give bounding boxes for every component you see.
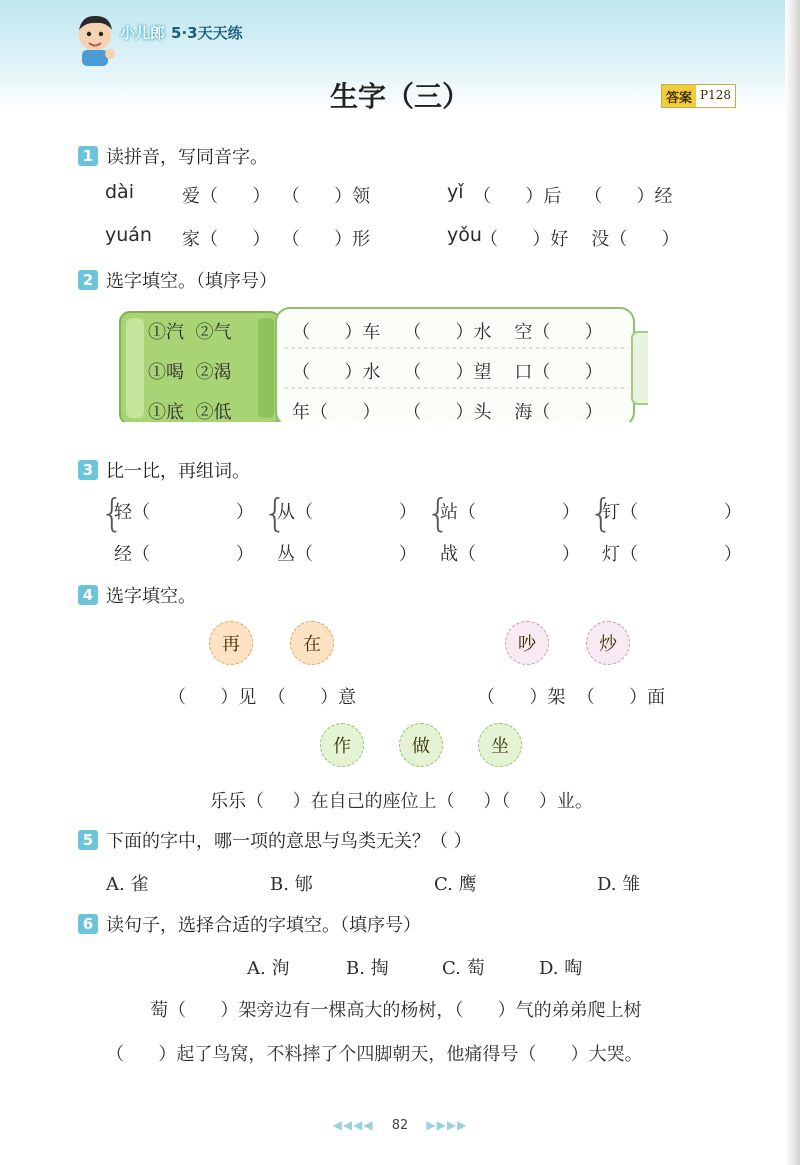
brace: {: [426, 491, 451, 535]
fill-blank-text[interactable]: 爱（ ） （ ）领: [182, 186, 371, 207]
question-number: 3: [78, 460, 98, 480]
choice-option[interactable]: D. 雏: [597, 874, 641, 895]
fill-blank-text[interactable]: 灯（ ）: [602, 544, 742, 565]
choice-option[interactable]: A. 洵: [247, 958, 290, 979]
fill-blank-text[interactable]: （ ）车 （ ）水 空（ ）: [292, 322, 603, 343]
question-number: 2: [78, 270, 98, 290]
question-number: 5: [78, 830, 98, 850]
brace: {: [263, 491, 288, 535]
pinyin: yǐ: [447, 181, 464, 203]
char-option: 坐: [478, 723, 522, 767]
char-option: 炒: [586, 621, 630, 665]
char-option: 吵: [505, 621, 549, 665]
page-number: 82: [391, 1118, 409, 1133]
fill-blank-text[interactable]: 钉（ ）: [602, 502, 742, 523]
left-arrows-icon: ◀◀◀◀: [332, 1118, 374, 1132]
fill-blank-text[interactable]: 轻（ ）: [114, 502, 254, 523]
choice-option[interactable]: B. 郇: [270, 874, 313, 895]
question-number: 4: [78, 585, 98, 605]
page-title: 生字（三）: [329, 80, 470, 113]
question-prompt: 选字填空。: [106, 586, 196, 607]
char-option: 再: [209, 621, 253, 665]
right-arrows-icon: ▶▶▶▶: [426, 1118, 468, 1132]
fill-blank-text[interactable]: （ ）水 （ ）望 口（ ）: [292, 362, 603, 383]
fill-blank-text[interactable]: （ ）后 （ ）经: [473, 186, 673, 207]
choice-option[interactable]: A. 雀: [106, 874, 149, 895]
fill-blank-text[interactable]: （ ）架 （ ）面: [477, 687, 666, 708]
question-number: 1: [78, 146, 98, 166]
char-option: 作: [320, 723, 364, 767]
question-prompt: 比一比，再组词。: [106, 461, 250, 482]
fill-blank-text[interactable]: 萄（ ）架旁边有一棵高大的杨树，（ ）气的弟弟爬上树: [150, 1000, 642, 1021]
brand-title: 小儿郎 5·3天天练: [120, 24, 243, 42]
fill-blank-text[interactable]: 战（ ）: [440, 544, 580, 565]
brace: {: [100, 491, 125, 535]
fill-blank-text[interactable]: （ ）见 （ ）意: [168, 687, 357, 708]
char-option: 在: [290, 621, 334, 665]
brace: {: [589, 491, 614, 535]
fill-blank-text[interactable]: 站（ ）: [440, 502, 580, 523]
choice-option[interactable]: C. 鹰: [434, 874, 477, 895]
question-prompt: 读句子，选择合适的字填空。（填序号）: [106, 915, 421, 936]
fill-blank-text[interactable]: （ ）好 没（ ）: [480, 229, 680, 250]
pinyin: yǒu: [447, 224, 482, 246]
question-prompt: 下面的字中，哪一项的意思与鸟类无关？（ ）: [106, 831, 472, 852]
fill-blank-text[interactable]: 乐乐（ ）在自己的座位上（ ）（ ）业。: [210, 791, 593, 812]
choice-option[interactable]: D. 啕: [539, 958, 583, 979]
question-number: 6: [78, 914, 98, 934]
fill-blank-text[interactable]: 从（ ）: [277, 502, 417, 523]
option-pair: ①底 ②低: [148, 402, 232, 423]
fill-blank-text[interactable]: 家（ ） （ ）形: [182, 229, 371, 250]
pinyin: dài: [105, 181, 134, 203]
choice-option[interactable]: B. 掏: [346, 958, 389, 979]
pinyin: yuán: [105, 224, 152, 246]
fill-blank-text[interactable]: （ ）起了鸟窝，不料摔了个四脚朝天，他痛得号（ ）大哭。: [106, 1044, 643, 1065]
choice-option[interactable]: C. 萄: [442, 958, 485, 979]
char-option: 做: [399, 723, 443, 767]
fill-blank-text[interactable]: 经（ ）: [114, 544, 254, 565]
fill-blank-text[interactable]: 年（ ） （ ）头 海（ ）: [292, 402, 603, 423]
page-footer: [0, 1118, 800, 1133]
option-pair: ①汽 ②气: [148, 322, 232, 343]
mascot-boy-icon: [72, 12, 118, 68]
question-prompt: 读拼音，写同音字。: [106, 147, 268, 168]
fill-blank-text[interactable]: 丛（ ）: [277, 544, 417, 565]
page-edge: [785, 0, 800, 1165]
answer-tag: 答案 P128: [661, 84, 736, 108]
option-pair: ①喝 ②渴: [148, 362, 232, 383]
question-prompt: 选字填空。（填序号）: [106, 271, 277, 292]
